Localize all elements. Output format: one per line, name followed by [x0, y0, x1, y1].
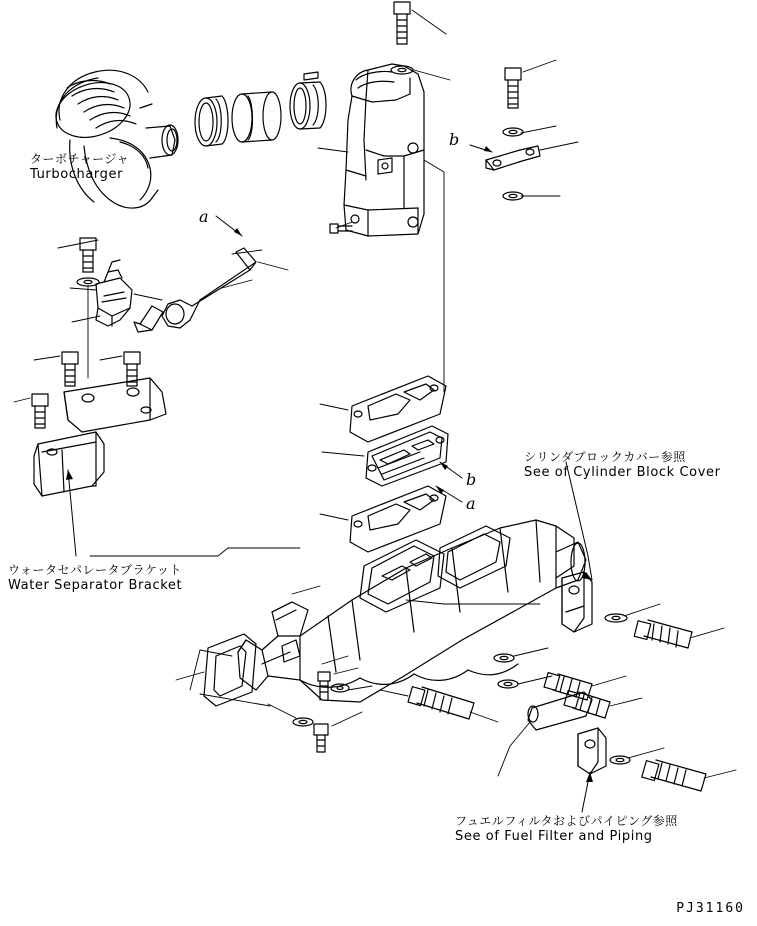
linkage-rod: [134, 248, 256, 332]
bolt-manifold-top: [318, 672, 330, 700]
label-cylinder-block-cover-jp: シリンダブロックカバー参照: [524, 450, 686, 464]
label-fuel-filter-and-piping: [455, 814, 678, 846]
leader-spacer: [498, 722, 530, 776]
leader-gasket-lower: [320, 514, 348, 520]
marker-a-upper: a: [199, 207, 209, 226]
leader-bracket-b: [540, 142, 578, 150]
leader-washer-upper: [521, 126, 556, 133]
leader-bolt-angled-2: [610, 698, 642, 706]
washer-manifold-top: [331, 684, 349, 692]
drawing-number: PJ31160: [676, 901, 745, 916]
water-separator-bracket-lower: [34, 432, 104, 496]
leader-sensor: [70, 288, 96, 290]
bolt-lower-center: [408, 687, 474, 719]
leader-sensor-right: [134, 294, 162, 300]
fuel-filter-bracket: [578, 728, 606, 774]
washer-right-bracket: [605, 614, 627, 622]
leader-bolt-fuel: [704, 770, 736, 778]
bolt-bracket-left: [62, 352, 78, 386]
leader-bolt-upper-right: [523, 60, 556, 72]
leader-bolt-bracket-left: [34, 356, 60, 360]
cover-plate: [366, 426, 448, 486]
leader-bolt-lower-center2: [470, 712, 498, 722]
label-cylinder-block-cover: [524, 450, 721, 482]
bolt-bracket-lower: [32, 394, 48, 428]
marker-b-upper: b: [449, 130, 460, 149]
washer-top: [391, 66, 413, 74]
small-bolt-connector: [330, 224, 352, 233]
bolt-upper-right: [505, 68, 521, 108]
leader-bolt-right: [690, 628, 724, 638]
turbocharger-part: [49, 70, 178, 208]
bracket-b: [486, 146, 540, 170]
leader-bolt-lower-left: [332, 712, 362, 726]
leader-washer-lower-left: [268, 704, 296, 718]
marker-a-lower: a: [466, 494, 476, 513]
washer-mid-right-1: [494, 654, 514, 662]
washer-upper-right: [503, 128, 523, 136]
leader-connector-to-manifold: [424, 160, 444, 392]
leader-washer-mid-1: [514, 648, 548, 656]
leader-bolt-angled-1: [592, 676, 626, 686]
leader-cover-plate: [322, 452, 364, 456]
leader-washer-right: [624, 604, 660, 616]
leader-washer-manifold-top: [348, 686, 372, 690]
clamp-ring-2: [290, 72, 326, 129]
label-turbocharger-en: Turbocharger: [30, 167, 124, 183]
arrow-water-separator: [68, 470, 76, 556]
label-turbocharger: [30, 152, 129, 184]
leader-bolt-bracket-mid: [100, 356, 122, 360]
exhaust-connector: [344, 64, 424, 236]
leader-end-plate: [190, 650, 232, 690]
hose-sleeve: [232, 92, 281, 142]
leader-bolt-top: [412, 10, 446, 34]
bolt-top-long: [394, 2, 410, 44]
leader-bolt-lower-center: [380, 690, 408, 696]
label-water-separator-en: Water Separator Bracket: [8, 578, 183, 594]
washer-lower-right: [503, 192, 523, 200]
label-water-separator-jp: ウォータセパレータブラケット: [8, 563, 182, 577]
leader-connector: [318, 148, 348, 152]
leader-bolt-bracket-lower: [14, 398, 30, 402]
label-turbocharger-jp: ターボチャージャ: [30, 152, 130, 166]
leader-water-separator-right: [90, 548, 300, 556]
washer-left-upper: [77, 278, 99, 286]
label-water-separator-bracket: [8, 563, 182, 595]
leader-rod-end: [258, 262, 288, 270]
leader-manifold-top: [292, 586, 320, 594]
washer-fuel-bracket: [610, 756, 630, 764]
gasket-lower: [350, 486, 446, 552]
clamp-ring-1: [195, 96, 228, 146]
leader-bolt-left-upper: [58, 240, 98, 248]
leader-bolt-manifold-top: [334, 668, 358, 674]
label-fuel-filter-jp: フュエルフィルタおよびパイピング参照: [455, 814, 678, 828]
gasket-upper: [350, 376, 446, 442]
leader-end-plate-lower: [200, 694, 270, 706]
water-separator-bracket-plate: [64, 378, 166, 432]
leader-gasket-upper: [320, 404, 348, 410]
end-gasket-plate: [204, 634, 256, 706]
bolt-lower-left: [314, 724, 328, 752]
marker-b-lower: b: [466, 470, 477, 489]
bolt-fuel-bracket: [642, 760, 706, 791]
intake-manifold: [238, 520, 586, 702]
bolt-angled-1: [544, 673, 592, 700]
bolt-right-bracket: [634, 620, 692, 648]
label-fuel-filter-en: See of Fuel Filter and Piping: [455, 829, 653, 845]
washer-mid-right-2: [498, 680, 518, 688]
leader-washer-fuel: [628, 748, 664, 758]
washer-lower-left: [293, 718, 313, 726]
sensor-unit: [96, 260, 132, 326]
leader-manifold-right: [406, 600, 540, 604]
leader-end-gasket: [176, 672, 204, 680]
label-cylinder-block-cover-en: See of Cylinder Block Cover: [524, 465, 721, 481]
